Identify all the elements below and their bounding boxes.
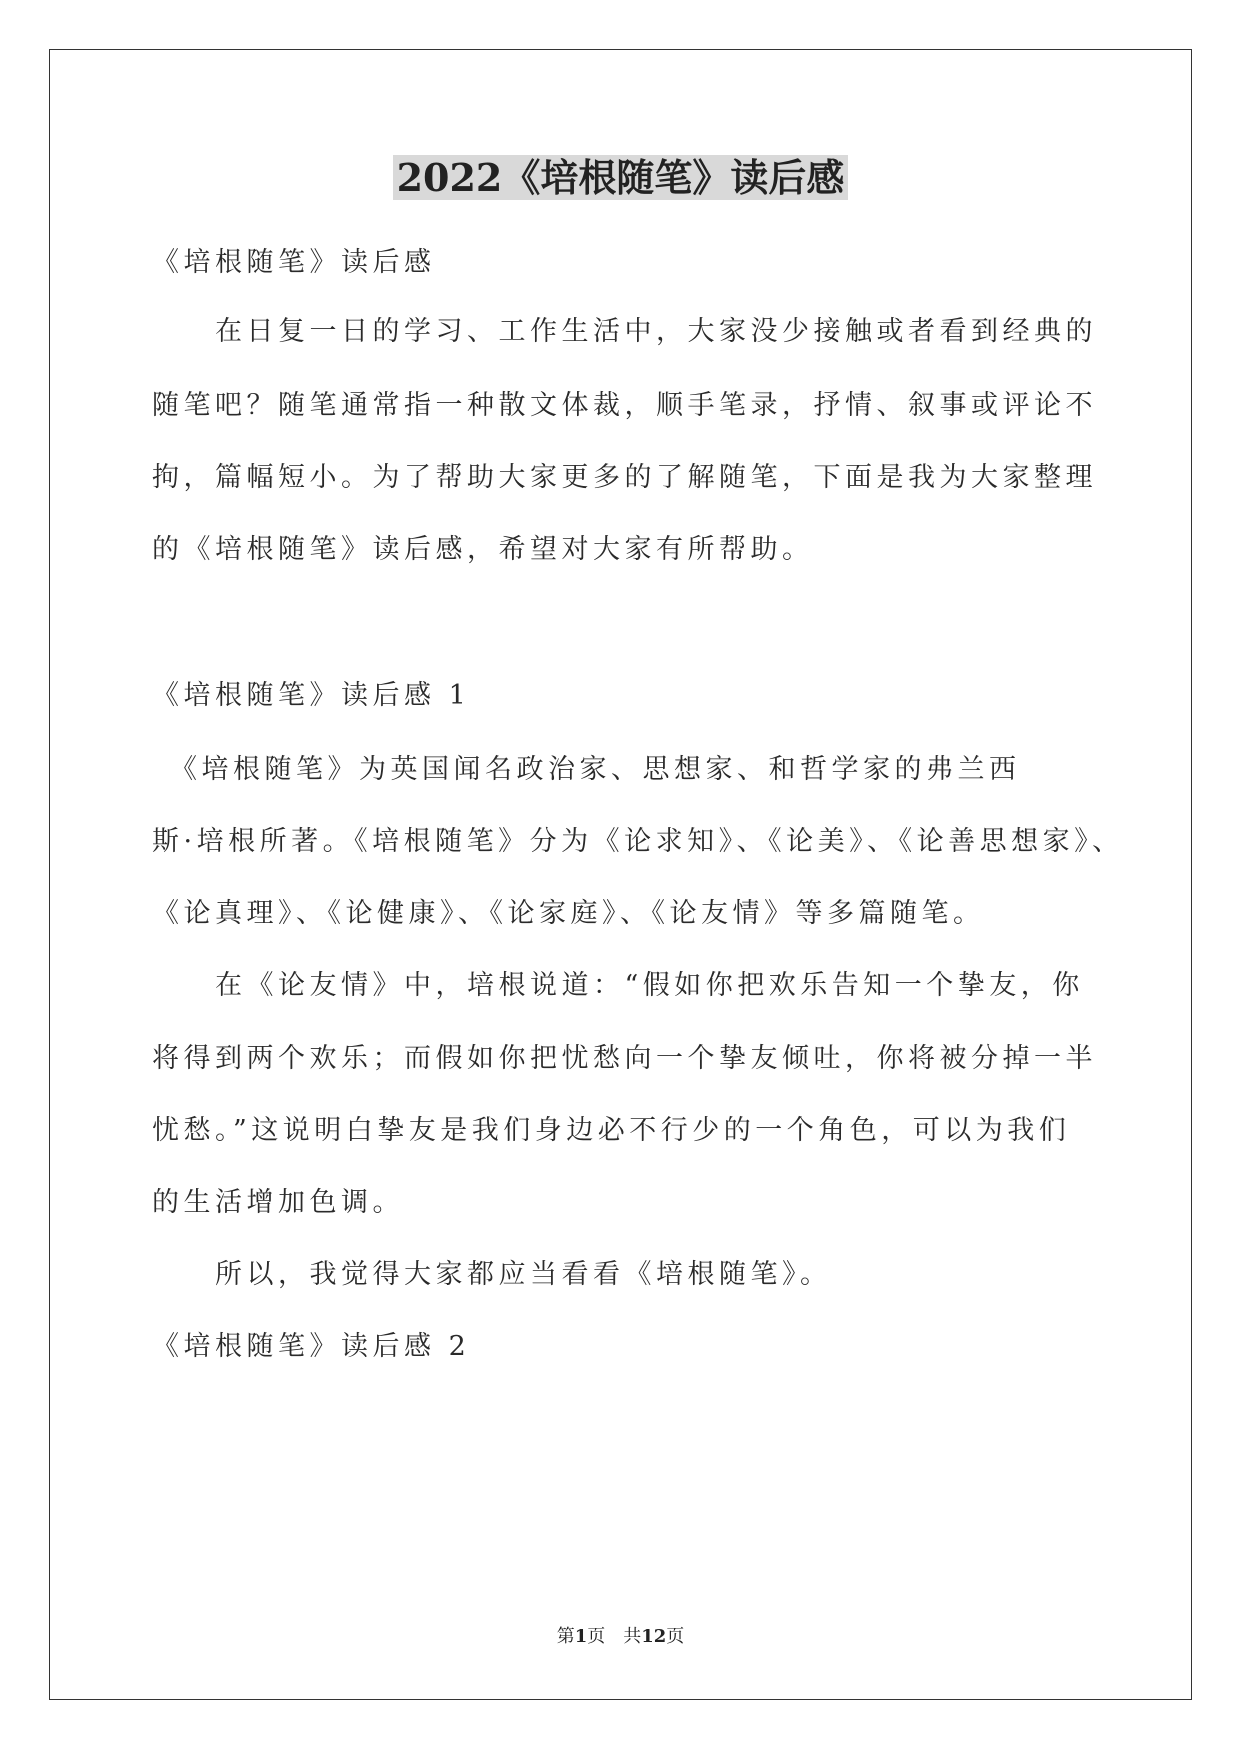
paragraph-line: 拘，篇幅短小。为了帮助大家更多的了解随笔，下面是我为大家整理 — [152, 462, 1097, 493]
footer-suffix: 页 — [666, 1626, 685, 1647]
section-heading-2: 《培根随笔》读后感 2 — [152, 1331, 471, 1362]
document-title — [0, 150, 1241, 206]
footer-total-pages: 12 — [641, 1626, 667, 1647]
paragraph-line: 在《论友情》中，培根说道：“假如你把欢乐告知一个挚友，你 — [152, 970, 1084, 1001]
footer-middle: 页 共 — [587, 1626, 642, 1647]
paragraph-line: 《培根随笔》为英国闻名政治家、思想家、和哲学家的弗兰西 — [152, 754, 1021, 785]
paragraph-line: 在日复一日的学习、工作生活中，大家没少接触或者看到经典的 — [152, 316, 1097, 347]
paragraph-line: 忧愁。”这说明白挚友是我们身边必不行少的一个角色，可以为我们 — [152, 1115, 1071, 1146]
footer-page-number: 1 — [574, 1626, 588, 1647]
paragraph-line: 随笔吧？随笔通常指一种散文体裁，顺手笔录，抒情、叙事或评论不 — [152, 390, 1097, 421]
page-footer — [0, 1622, 1241, 1648]
page-border — [49, 49, 1192, 1700]
section-heading-1: 《培根随笔》读后感 1 — [152, 680, 471, 711]
paragraph-line: 斯·培根所著。《培根随笔》分为《论求知》、《论美》、《论善思想家》、 — [152, 826, 1124, 857]
footer-prefix: 第 — [556, 1626, 575, 1647]
section-heading-intro: 《培根随笔》读后感 — [152, 247, 436, 278]
paragraph-line: 将得到两个欢乐；而假如你把忧愁向一个挚友倾吐，你将被分掉一半 — [152, 1043, 1097, 1074]
paragraph-line: 的生活增加色调。 — [152, 1187, 404, 1218]
paragraph-line: 《论真理》、《论健康》、《论家庭》、《论友情》等多篇随笔。 — [152, 898, 985, 929]
paragraph-line: 的《培根随笔》读后感，希望对大家有所帮助。 — [152, 534, 814, 565]
document-title-text: 2022《培根随笔》读后感 — [393, 155, 849, 200]
paragraph-line: 所以，我觉得大家都应当看看《培根随笔》。 — [152, 1259, 832, 1290]
